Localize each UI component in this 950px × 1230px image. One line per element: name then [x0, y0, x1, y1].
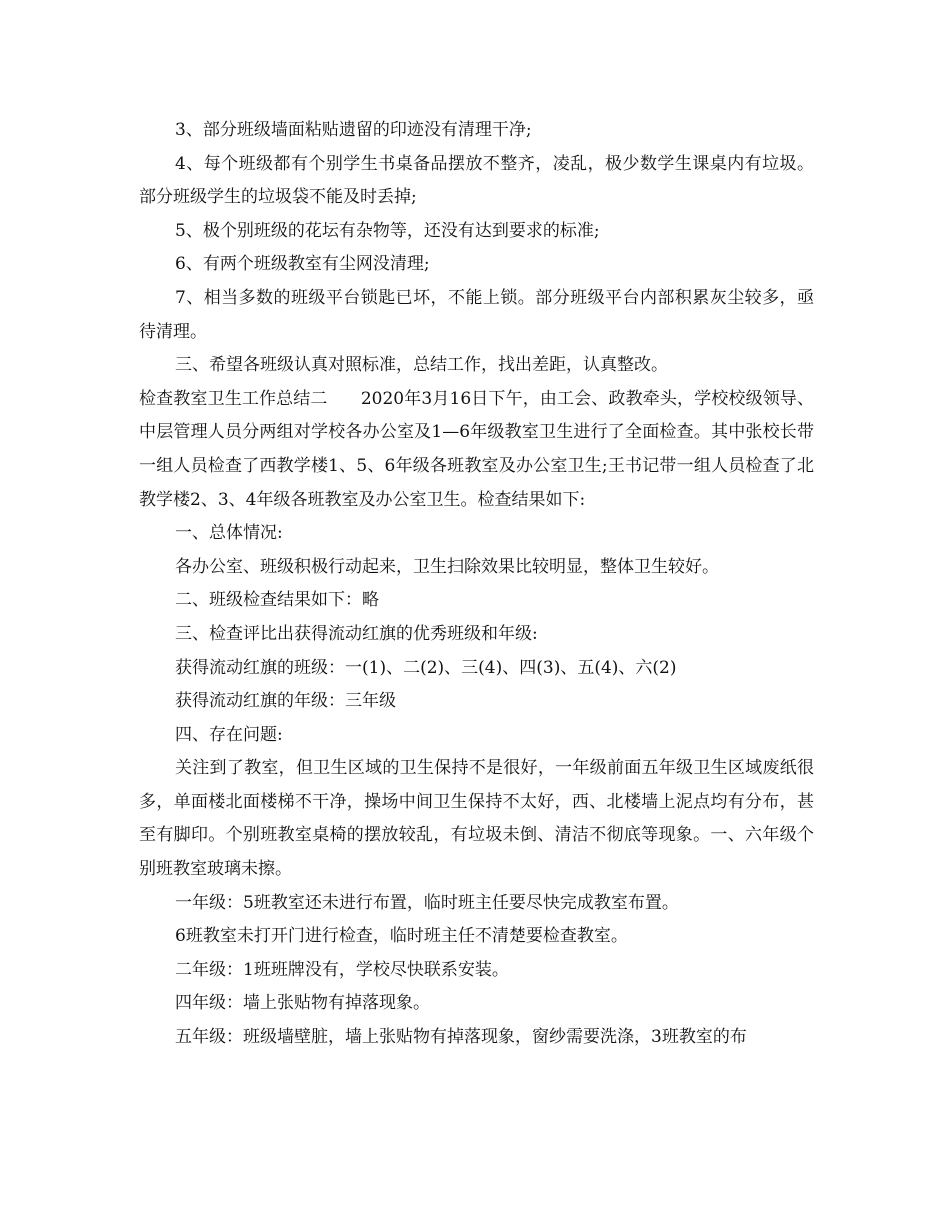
paragraph: 三、检查评比出获得流动红旗的优秀班级和年级: — [175, 623, 538, 644]
paragraph: 7、相当多数的班级平台锁匙已坏，不能上锁。部分班级平台内部积累灰尘较多，亟待清理。 — [139, 287, 814, 342]
paragraph: 获得流动红旗的年级：三年级 — [175, 691, 396, 712]
paragraph: 3、部分班级墙面粘贴遗留的印迹没有清理干净; — [175, 120, 532, 140]
paragraph: 关注到了教室，但卫生区域的卫生保持不是很好，一年级前面五年级卫生区域废纸很多，单面楼北面楼梯不干净，操场中间卫生保持不太好，西、北楼墙上泥点均有分布，甚至有脚印。个别班教室桌椅的摆放较乱，有垃圾未倒、清洁不彻底等现象。一、六年级个别班教室玻璃未擦。 — [139, 758, 814, 880]
paragraph: 五年级：班级墙壁脏，墙上张贴物有掉落现象，窗纱需要洗涤，3班教室的布 — [175, 1027, 747, 1048]
paragraph: 一、总体情况: — [175, 523, 283, 544]
paragraph: 6、有两个班级教室有尘网没清理; — [175, 254, 430, 275]
paragraph: 二年级：1班班牌没有，学校尽快联系安装。 — [175, 959, 509, 980]
paragraph: 四、存在问题: — [175, 724, 283, 745]
paragraph: 一年级：5班教室还未进行布置，临时班主任要尽快完成教室布置。 — [175, 892, 679, 913]
paragraph: 二、班级检查结果如下：略 — [175, 590, 379, 611]
paragraph: 获得流动红旗的班级：一(1)、二(2)、三(4)、四(3)、五(4)、六(2) — [175, 657, 677, 678]
document-body — [139, 114, 814, 1055]
paragraph: 各办公室、班级积极行动起来，卫生扫除效果比较明显，整体卫生较好。 — [175, 556, 719, 577]
section-heading-paragraph: 检查教室卫生工作总结二 2020年3月16日下午，由工会、政教牵头，学校校级领导、中层管理人员分两组对学校各办公室及1—6年级教室卫生进行了全面检查。其中张校长带一组人员检查了西教学楼1、5、6年级各班教室及办公室卫生;王书记带一组人员检查了北教学楼2、3、4年级各班教室及办公室卫生。检查结果如下: — [139, 388, 814, 510]
paragraph: 5、极个别班级的花坛有杂物等，还没有达到要求的标准; — [175, 220, 600, 241]
paragraph: 4、每个班级都有个别学生书桌备品摆放不整齐，凌乱，极少数学生课桌内有垃圾。部分班级学生的垃圾袋不能及时丢掉; — [139, 153, 814, 208]
paragraph: 三、希望各班级认真对照标准，总结工作，找出差距，认真整改。 — [175, 355, 668, 376]
paragraph: 6班教室未打开门进行检查，临时班主任不清楚要检查教室。 — [175, 926, 628, 947]
paragraph: 四年级：墙上张贴物有掉落现象。 — [175, 993, 430, 1014]
